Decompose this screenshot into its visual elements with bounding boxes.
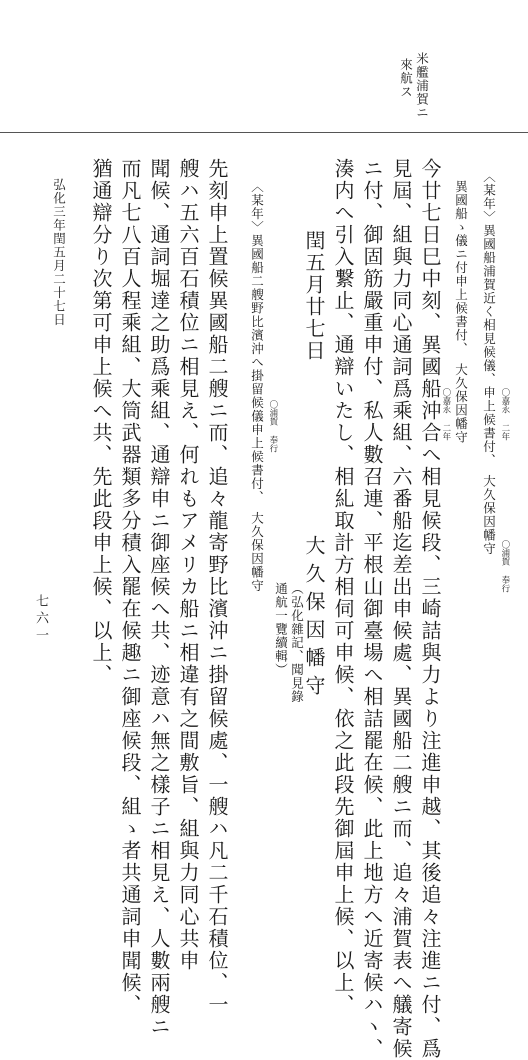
doc2-title-note: 〇浦賀 奉行 — [267, 400, 278, 453]
doc2-title: 〈某年〉異國船二艘野比濱沖へ掛留候儀申上候書付、 大久保因幡守 — [249, 180, 265, 593]
running-head-line-2: 來航ス — [398, 58, 414, 99]
doc1-line-2: 見屆、組與力同心通詞爲乘組、六番船迄差出申候處、異國船二艘ニ而、追々浦賀表へ艤寄候 — [389, 158, 413, 1060]
doc2-line-4: 而凡七八百人程乘組、大筒武器類多分積入罷在候趣ニ御座候段、組ゝ者共通詞申聞候、 — [118, 158, 142, 1016]
doc1-signature: 大久保因幡守 — [302, 535, 326, 703]
doc2-line-3: 聞候、通詞堀達之助爲乘組、通辯申ニ御座候へ共、迹意ハ無之樣子ニ相見え、人數兩艘ニ — [147, 158, 171, 1038]
doc1-subtitle: 異國船ゝ儀ニ付申上候書付、 大久保因幡守 — [453, 180, 469, 444]
doc1-source-2: 通航一覽續輯） — [273, 582, 289, 677]
doc1-title — [482, 170, 495, 555]
doc2-line-2: 艘ハ五六百石積位ニ相見え、何れもアメリカ船ニ相違有之間敷旨、組與力同心共申 — [176, 158, 200, 972]
doc1-title-note2: 〇浦賀 奉行 — [499, 540, 510, 593]
doc1-title-note: 〇嘉永 二年 — [499, 388, 510, 441]
doc1-line-4: 湊内へ引入繋止、通辯いたし、相糺取計方相伺可申候、依之此段先御屆申上候、以上、 — [331, 158, 355, 1016]
header-rule — [0, 132, 528, 133]
running-head-line-1: 米艦浦賀ニ — [414, 52, 430, 120]
doc1-source-1: （弘化雜記、聞見錄 — [289, 582, 305, 704]
doc1-subtitle-note: 〇嘉永 二年 — [440, 388, 451, 441]
doc2-date: 弘化三年閏五月二十七日 — [51, 178, 67, 327]
doc2-line-1: 先刻申上置候異國船二艘ニ而、追々龍寄野比濱沖ニ掛留候處、一艘ハ凡二千石積位、一 — [205, 158, 229, 1016]
doc1-title-text: 〈某年〉異國船浦賀近く相見候儀、申上候書付、 大久保因幡守 — [481, 170, 497, 556]
doc1-line-3: ニ付、御固筋嚴重申付、私人數召連、平根山御臺場へ相詰罷在候、此上地方へ近寄候ハヽ、 — [360, 158, 384, 1060]
page-number: 七六一 — [33, 594, 48, 645]
doc2-line-5: 猶通辯分り次第可申上候へ共、先此段申上候、以上、 — [89, 158, 113, 686]
doc1-date: 閏五月廿七日 — [302, 230, 326, 362]
doc1-line-1: 今廿七日巳中刻、異國船沖合へ相見候段、三崎詰與力より注進申越、其後追々注進ニ付、爲 — [418, 158, 442, 1060]
